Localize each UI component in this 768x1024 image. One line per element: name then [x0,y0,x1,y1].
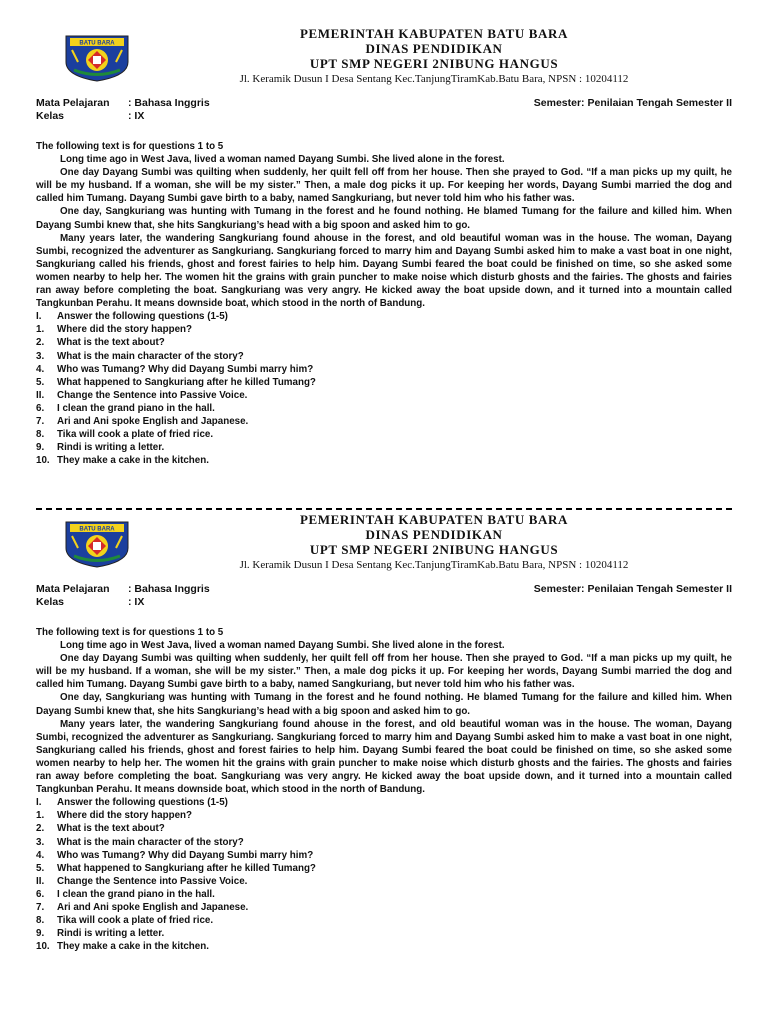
question-item [36,875,732,888]
question-text: Change the Sentence into Passive Voice. [57,389,248,401]
question-text: Answer the following questions (1-5) [57,797,228,809]
department-title: DINAS PENDIDIKAN [365,527,503,542]
question-item [36,428,732,441]
class-value: : IX [128,596,145,608]
question-number: 8. [36,429,45,441]
school-address: Jl. Keramik Dusun I Desa Sentang Kec.TanjungTiramKab.Batu Bara, NPSN : 10204112 [239,73,629,85]
question-number: I. [36,311,42,323]
question-text: Who was Tumang? Why did Dayang Sumbi marry him? [57,363,314,375]
question-text: Who was Tumang? Why did Dayang Sumbi marry him? [57,849,314,861]
question-item [36,454,732,467]
question-text: What happened to Sangkuriang after he killed Tumang? [57,376,316,388]
question-item [36,836,732,849]
exam-meta [0,583,768,611]
question-text: What is the main character of the story? [57,350,244,362]
question-item [36,888,732,901]
batu-bara-emblem-icon [60,32,134,82]
letterhead [0,512,768,574]
question-text: Answer the following questions (1-5) [57,311,228,323]
question-item [36,363,732,376]
question-text: What is the main character of the story? [57,836,244,848]
story-paragraph-3: One day, Sangkuriang was hunting with Tumang in the forest and he found nothing. He blamed Tumang for the failure and killed him. When Dayang Sumbi knew that, she hits Sangkuriang’s head with a big spoon and asked him to go. [36,206,732,231]
semester-label: Semester: Penilaian Tengah Semester II [533,97,732,109]
question-item [36,323,732,336]
question-number: 3. [36,836,45,848]
question-number: 3. [36,350,45,362]
question-item [36,350,732,363]
question-item [36,849,732,862]
school-title: UPT SMP NEGERI 2NIBUNG HANGUS [309,542,559,557]
government-title: PEMERINTAH KABUPATEN BATU BARA [299,512,569,527]
question-number: II. [36,389,45,401]
question-text: Tika will cook a plate of fried rice. [57,915,214,927]
question-text: I clean the grand piano in the hall. [57,888,215,900]
question-item [36,940,732,953]
exam-meta [0,97,768,125]
question-number: 9. [36,928,45,940]
question-item [36,862,732,875]
question-number: I. [36,797,42,809]
class-value: : IX [128,110,145,122]
question-text: What is the text about? [57,337,165,349]
exam-content [36,626,732,953]
letterhead [0,26,768,88]
cut-line-divider [36,508,732,510]
semester-label: Semester: Penilaian Tengah Semester II [533,583,732,595]
government-title: PEMERINTAH KABUPATEN BATU BARA [299,26,569,41]
department-title: DINAS PENDIDIKAN [365,41,503,56]
subject-label: Mata Pelajaran [36,583,110,595]
question-number: 6. [36,888,45,900]
question-text: They make a cake in the kitchen. [57,455,209,467]
question-text: Ari and Ani spoke English and Japanese. [57,415,249,427]
question-text: Rindi is writing a letter. [57,928,165,940]
question-number: 4. [36,363,45,375]
question-number: 9. [36,442,45,454]
subject-value: : Bahasa Inggris [128,583,210,595]
question-item [36,822,732,835]
question-number: 7. [36,415,45,427]
question-number: 6. [36,402,45,414]
question-item [36,914,732,927]
school-address: Jl. Keramik Dusun I Desa Sentang Kec.TanjungTiramKab.Batu Bara, NPSN : 10204112 [239,559,629,571]
logo-text: BATU BARA [79,40,115,47]
question-number: 4. [36,849,45,861]
question-item [36,389,732,402]
question-number: 5. [36,862,45,874]
question-item [36,310,732,323]
letterhead-text [140,512,728,572]
question-text: Change the Sentence into Passive Voice. [57,875,248,887]
story-paragraph-2: One day Dayang Sumbi was quilting when suddenly, her quilt fell off from her house. Then she prayed to God. “If a man picks up my quilt, he will be my husband. If a woman, she will be my sister.” Then, a male dog picks it up. For keeping her words, Dayang Sumbi married the dog and called him Tumang. Dayang Sumbi gave birth to a baby, named Sangkuriang, but never told him who his father was. [36,653,732,691]
question-text: I clean the grand piano in the hall. [57,402,215,414]
question-number: II. [36,875,45,887]
exam-sheet-bottom [0,512,768,953]
question-number: 10. [36,455,50,467]
subject-label: Mata Pelajaran [36,97,110,109]
letterhead-text [140,26,728,86]
question-item [36,441,732,454]
story-paragraph-2: One day Dayang Sumbi was quilting when suddenly, her quilt fell off from her house. Then she prayed to God. “If a man picks up my quilt, he will be my husband. If a woman, she will be my sister.” Then, a male dog picks it up. For keeping her words, Dayang Sumbi married the dog and called him Tumang. Dayang Sumbi gave birth to a baby, named Sangkuriang, but never told him who his father was. [36,167,732,205]
story-paragraph-1: Long time ago in West Java, lived a woman named Dayang Sumbi. She lived alone in the forest. [60,154,505,166]
story-paragraph-3: One day, Sangkuriang was hunting with Tumang in the forest and he found nothing. He blamed Tumang for the failure and killed him. When Dayang Sumbi knew that, she hits Sangkuriang’s head with a big spoon and asked him to go. [36,692,732,717]
question-number: 1. [36,810,45,822]
question-text: They make a cake in the kitchen. [57,941,209,953]
reading-intro: The following text is for questions 1 to 5 [36,627,224,638]
class-label: Kelas [36,110,65,122]
question-item [36,809,732,822]
story-paragraph-4: Many years later, the wandering Sangkuriang found ahouse in the forest, and old beautiful woman was in the house. The woman, Dayang Sumbi, recognized the adventurer as Sangkuriang. Sangkuriang forced to marry him and Dayang Sumbi asked him to make a vast boat in one night, Sangkuriang called his friends, ghost and forest fairies to help him. Dayang Sumbi feared the boat could be finished on time, so she asked some women nearby to help her. The women hit the grains with grain puncher to make noise which disturb ghosts and the fairies. The ghosts and fairies ran away before completing the boat. Sangkuriang was very angry. He kicked away the boat upside down, and it turned into a mountain called Tangkunban Perahu. It means downside boat, which stood in the north of Bandung. [36,718,732,796]
question-number: 8. [36,915,45,927]
question-item [36,415,732,428]
question-item [36,376,732,389]
question-text: Where did the story happen? [57,810,192,822]
question-text: What is the text about? [57,823,165,835]
story-paragraph-1: Long time ago in West Java, lived a woman named Dayang Sumbi. She lived alone in the forest. [60,640,505,652]
question-number: 5. [36,376,45,388]
exam-content [36,140,732,467]
question-number: 2. [36,823,45,835]
story-paragraph-4: Many years later, the wandering Sangkuriang found ahouse in the forest, and old beautiful woman was in the house. The woman, Dayang Sumbi, recognized the adventurer as Sangkuriang. Sangkuriang forced to marry him and Dayang Sumbi asked him to make a vast boat in one night, Sangkuriang called his friends, ghost and forest fairies to help him. Dayang Sumbi feared the boat could be finished on time, so she asked some women nearby to help her. The women hit the grains with grain puncher to make noise which disturb ghosts and the fairies. The ghosts and fairies ran away before completing the boat. Sangkuriang was very angry. He kicked away the boat upside down, and it turned into a mountain called Tangkunban Perahu. It means downside boat, which stood in the north of Bandung. [36,232,732,310]
question-number: 1. [36,324,45,336]
question-item [36,796,732,809]
logo-text: BATU BARA [79,526,115,533]
question-item [36,336,732,349]
reading-intro: The following text is for questions 1 to 5 [36,141,224,152]
school-title: UPT SMP NEGERI 2NIBUNG HANGUS [309,56,559,71]
question-item [36,927,732,940]
question-text: Ari and Ani spoke English and Japanese. [57,901,249,913]
question-list [36,796,732,953]
question-text: What happened to Sangkuriang after he killed Tumang? [57,862,316,874]
question-list [36,310,732,467]
question-number: 7. [36,901,45,913]
exam-sheet-top [0,26,768,467]
class-label: Kelas [36,596,65,608]
question-number: 2. [36,337,45,349]
question-text: Tika will cook a plate of fried rice. [57,429,214,441]
question-item [36,402,732,415]
question-number: 10. [36,941,50,953]
batu-bara-emblem-icon [60,518,134,568]
question-item [36,901,732,914]
question-text: Rindi is writing a letter. [57,442,165,454]
question-text: Where did the story happen? [57,324,192,336]
subject-value: : Bahasa Inggris [128,97,210,109]
